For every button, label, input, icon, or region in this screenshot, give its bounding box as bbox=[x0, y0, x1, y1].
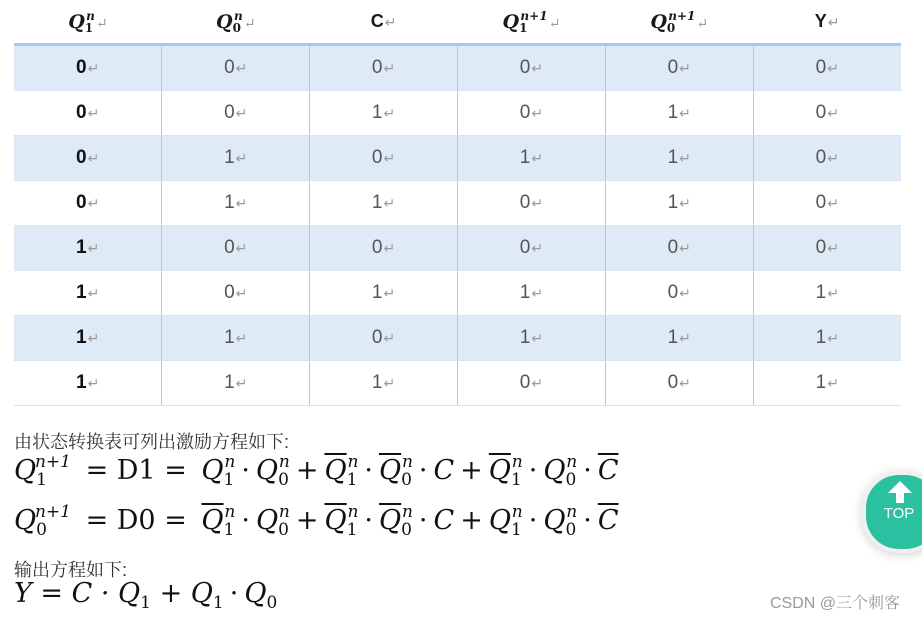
table-cell: 0↵ bbox=[310, 45, 458, 91]
table-cell: 1↵ bbox=[14, 271, 162, 316]
table-cell: 0↵ bbox=[753, 136, 901, 181]
table-cell: 1↵ bbox=[14, 361, 162, 406]
table-cell: 0↵ bbox=[310, 316, 458, 361]
table-cell: 0↵ bbox=[310, 226, 458, 271]
table-cell: 0↵ bbox=[14, 136, 162, 181]
table-cell: 1↵ bbox=[310, 91, 458, 136]
table-cell: 0↵ bbox=[457, 361, 605, 406]
table-row bbox=[14, 136, 901, 181]
equation-d1: $Q_1^{n+1} = D1 = Q_1^n \cdot Q_0^n + \overline{Q}_1^n \cdot \overline{Q}_0^n \cdot C + \overline{Q}_1^n \cdot Q_0^n \cdot \overline{C}$ bbox=[14, 452, 619, 490]
table-cell: 1↵ bbox=[310, 271, 458, 316]
table-cell: 1↵ bbox=[753, 361, 901, 406]
table-cell: 0↵ bbox=[14, 181, 162, 226]
table-cell: 0↵ bbox=[457, 226, 605, 271]
table-cell: 1↵ bbox=[162, 181, 310, 226]
header-q1n1: $Q_1^{n+1}↵$ bbox=[457, 0, 605, 45]
table-cell: 0↵ bbox=[162, 271, 310, 316]
table-cell: 1↵ bbox=[14, 316, 162, 361]
table-cell: 1↵ bbox=[162, 316, 310, 361]
table-cell: 0↵ bbox=[605, 361, 753, 406]
arrow-up-icon bbox=[888, 481, 912, 493]
table-cell: 1↵ bbox=[457, 271, 605, 316]
table-cell: 1↵ bbox=[14, 226, 162, 271]
equation-d0: $Q_0^{n+1} = D0 = \overline{Q}_1^n \cdot Q_0^n + \overline{Q}_1^n \cdot \overline{Q}_0^n \cdot C + Q_1^n \cdot Q_0^n \cdot \overline{C}$ bbox=[14, 502, 619, 540]
header-q0n: $Q_0^n↵$ bbox=[162, 0, 310, 45]
table-cell: 0↵ bbox=[14, 45, 162, 91]
table-cell: 0↵ bbox=[753, 226, 901, 271]
table-cell: 1↵ bbox=[605, 316, 753, 361]
table-cell: 1↵ bbox=[605, 136, 753, 181]
table-cell: 1↵ bbox=[605, 181, 753, 226]
table-cell: 0↵ bbox=[457, 45, 605, 91]
table-cell: 0↵ bbox=[310, 136, 458, 181]
table-cell: 0↵ bbox=[457, 91, 605, 136]
table-cell: 1↵ bbox=[605, 91, 753, 136]
watermark: CSDN @三个刺客 bbox=[770, 595, 901, 612]
table-cell: 0↵ bbox=[753, 181, 901, 226]
table-cell: 0↵ bbox=[14, 91, 162, 136]
table-row bbox=[14, 316, 901, 361]
header-q1n: $Q_1^n↵$ bbox=[14, 0, 162, 45]
table-cell: 0↵ bbox=[162, 45, 310, 91]
table-cell: 0↵ bbox=[605, 271, 753, 316]
table-cell: 0↵ bbox=[605, 226, 753, 271]
table-row bbox=[14, 226, 901, 271]
table-cell: 0↵ bbox=[162, 91, 310, 136]
table-cell: 1↵ bbox=[310, 361, 458, 406]
table-cell: 0↵ bbox=[753, 45, 901, 91]
table-cell: 1↵ bbox=[457, 316, 605, 361]
header-c: C↵ bbox=[310, 0, 458, 45]
table-header-row bbox=[14, 0, 901, 45]
excitation-note: 由状态转换表可列出激励方程如下: bbox=[14, 432, 289, 452]
table-row bbox=[14, 361, 901, 406]
table-cell: 1↵ bbox=[162, 136, 310, 181]
table-cell: 1↵ bbox=[753, 271, 901, 316]
table-cell: 1↵ bbox=[162, 361, 310, 406]
table-cell: 1↵ bbox=[457, 136, 605, 181]
equation-y: $Y = C \cdot Q_1 + Q_1 \cdot Q_0$ bbox=[14, 578, 278, 608]
output-note: 输出方程如下: bbox=[14, 560, 128, 580]
header-y: Y↵ bbox=[753, 0, 901, 45]
table-cell: 0↵ bbox=[457, 181, 605, 226]
truth-table bbox=[14, 0, 901, 406]
table-cell: 1↵ bbox=[753, 316, 901, 361]
table-cell: 0↵ bbox=[605, 45, 753, 91]
table-row bbox=[14, 45, 901, 91]
back-to-top-button[interactable]: TOP bbox=[862, 471, 922, 553]
table-row bbox=[14, 181, 901, 226]
table-cell: 0↵ bbox=[162, 226, 310, 271]
table-row bbox=[14, 91, 901, 136]
header-q0n1: $Q_0^{n+1}↵$ bbox=[605, 0, 753, 45]
table-row bbox=[14, 271, 901, 316]
table-cell: 0↵ bbox=[753, 91, 901, 136]
table-cell: 1↵ bbox=[310, 181, 458, 226]
